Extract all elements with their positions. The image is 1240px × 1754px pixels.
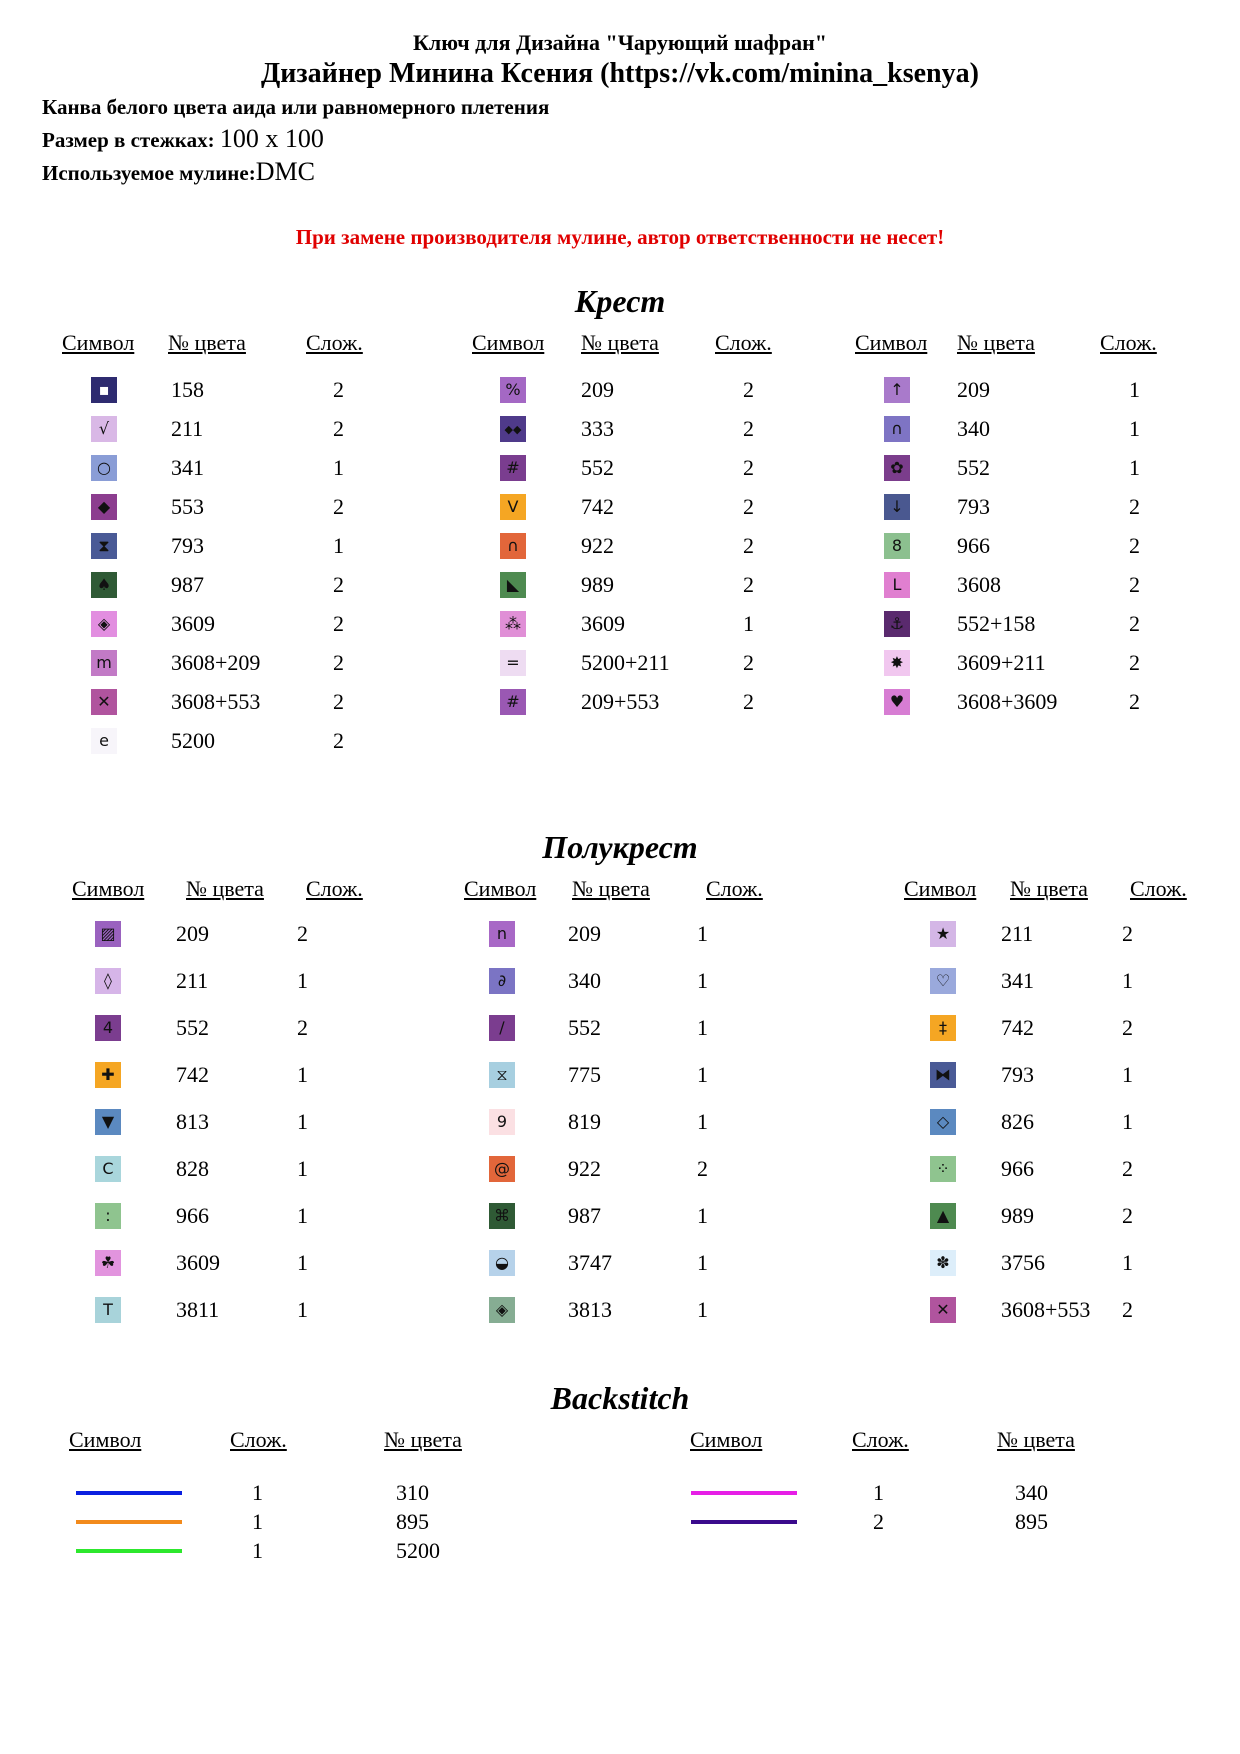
cross-color-number: 5200: [171, 728, 215, 753]
half-cross-strands: 2: [1122, 921, 1133, 946]
half-cross-strands: 1: [1122, 1250, 1133, 1275]
backstitch-header-color-number: № цвета: [997, 1427, 1075, 1452]
half-cross-color-number: 813: [176, 1109, 209, 1134]
backstitch-header-strands: Слож.: [230, 1427, 287, 1452]
thread-label: Используемое мулине:: [42, 161, 256, 185]
half-cross-strands: 1: [297, 1250, 308, 1275]
backstitch-strands: 1: [873, 1480, 884, 1505]
dagger-icon: ‡: [930, 1015, 956, 1041]
half-cross-color-number: 742: [176, 1062, 209, 1087]
figure-eight-icon: 8: [884, 533, 910, 559]
cross-color-number: 209: [581, 377, 614, 402]
half-cross-color-number: 209: [568, 921, 601, 946]
hash-grid-icon: #: [500, 689, 526, 715]
cross-color-number: 211: [171, 416, 204, 441]
backstitch-color-number: 310: [396, 1480, 429, 1505]
flower-icon: ✿: [884, 455, 910, 481]
half-cross-strands: 1: [697, 1203, 708, 1228]
half-cross-color-number: 922: [568, 1156, 601, 1181]
cross-strands: 2: [333, 728, 344, 753]
half-cross-header-symbol: Символ: [72, 876, 145, 901]
triangle-down-icon: ▼: [95, 1109, 121, 1135]
cross-strands: 2: [333, 572, 344, 597]
bowtie-icon: ⧓: [930, 1062, 956, 1088]
star-burst-icon: ✸: [884, 650, 910, 676]
half-cross-strands: 1: [1122, 1109, 1133, 1134]
half-cross-color-number: 3609: [176, 1250, 220, 1275]
cross-color-number: 3608+209: [171, 650, 261, 675]
letter-n-icon: n: [489, 921, 515, 947]
hook-arrow-icon: ∩: [500, 533, 526, 559]
half-cross-header-strands: Слож.: [706, 876, 763, 901]
letter-t-icon: T: [95, 1297, 121, 1323]
backstitch-line-swatch: [691, 1491, 797, 1495]
diamond-filled-icon: ◆: [91, 494, 117, 520]
designer-line: Дизайнер Минина Ксения (https://vk.com/minina_ksenya): [261, 58, 979, 89]
half-cross-color-number: 3747: [568, 1250, 612, 1275]
cross-color-number: 341: [171, 455, 204, 480]
circle-icon: ○: [91, 455, 117, 481]
half-cross-color-number: 552: [568, 1015, 601, 1040]
backstitch-color-number: 340: [1015, 1480, 1048, 1505]
cross-color-number: 553: [171, 494, 204, 519]
backstitch-header-symbol: Символ: [69, 1427, 142, 1452]
cross-strands: 2: [333, 650, 344, 675]
backstitch-color-number: 895: [396, 1509, 429, 1534]
half-cross-color-number: 3756: [1001, 1250, 1045, 1275]
colon-icon: :: [95, 1203, 121, 1229]
hourglass-icon: ⧗: [91, 533, 117, 559]
star-icon: ★: [930, 921, 956, 947]
cross-strands: 2: [743, 650, 754, 675]
half-cross-strands: 2: [297, 921, 308, 946]
half-cross-strands: 1: [1122, 1062, 1133, 1087]
half-cross-strands: 1: [297, 1297, 308, 1322]
cross-header-color-number: № цвета: [168, 330, 246, 355]
half-cross-color-number: 826: [1001, 1109, 1034, 1134]
cross-strands: 2: [743, 377, 754, 402]
half-cross-strands: 1: [297, 1203, 308, 1228]
backstitch-line-swatch: [76, 1549, 182, 1553]
backstitch-strands: 1: [252, 1480, 263, 1505]
digit-9-icon: 9: [489, 1109, 515, 1135]
half-cross-color-number: 966: [176, 1203, 209, 1228]
backstitch-section-title: Backstitch: [550, 1380, 690, 1416]
half-cross-color-number: 742: [1001, 1015, 1034, 1040]
backstitch-header-strands: Слож.: [852, 1427, 909, 1452]
half-cross-color-number: 552: [176, 1015, 209, 1040]
cross-header-color-number: № цвета: [581, 330, 659, 355]
canvas-line: Канва белого цвета аида или равномерного плетения: [42, 95, 550, 119]
letter-c-icon: C: [95, 1156, 121, 1182]
cross-strands: 2: [333, 611, 344, 636]
backstitch-color-number: 895: [1015, 1509, 1048, 1534]
half-cross-header-color-number: № цвета: [1010, 876, 1088, 901]
backstitch-header-color-number: № цвета: [384, 1427, 462, 1452]
cross-color-number: 209+553: [581, 689, 660, 714]
cross-x-icon: ✕: [91, 689, 117, 715]
half-cross-color-number: 793: [1001, 1062, 1034, 1087]
cross-section-title: Крест: [574, 283, 666, 319]
cross-color-number: 3609+211: [957, 650, 1046, 675]
half-cross-color-number: 819: [568, 1109, 601, 1134]
half-cross-color-number: 987: [568, 1203, 601, 1228]
cross-strands: 2: [743, 572, 754, 597]
cross-strands: 1: [1129, 377, 1140, 402]
hourglass-icon: ⧖: [489, 1062, 515, 1088]
fir-tree-icon: ⁂: [500, 611, 526, 637]
backstitch-header-symbol: Символ: [690, 1427, 763, 1452]
spiral-icon: @: [489, 1156, 515, 1182]
cross-strands: 2: [1129, 533, 1140, 558]
thread-value: DMC: [255, 157, 315, 186]
cross-strands: 2: [743, 689, 754, 714]
letter-m-icon: m: [91, 650, 117, 676]
half-cross-color-number: 989: [1001, 1203, 1034, 1228]
command-icon: ⌘: [489, 1203, 515, 1229]
diamond-dot-icon: ◈: [91, 611, 117, 637]
triple-triangle-icon: ☘: [95, 1250, 121, 1276]
cross-color-number: 742: [581, 494, 614, 519]
cross-strands: 1: [1129, 416, 1140, 441]
cross-strands: 2: [333, 416, 344, 441]
half-cross-color-number: 775: [568, 1062, 601, 1087]
half-cross-color-number: 828: [176, 1156, 209, 1181]
slash-icon: ∕: [489, 1015, 515, 1041]
half-cross-strands: 1: [297, 1156, 308, 1181]
cross-header-symbol: Символ: [62, 330, 135, 355]
half-cross-strands: 2: [1122, 1015, 1133, 1040]
heart-icon: ♥: [884, 689, 910, 715]
cross-color-number: 3609: [171, 611, 215, 636]
half-cross-header-symbol: Символ: [464, 876, 537, 901]
half-circle-icon: ◒: [489, 1250, 515, 1276]
half-cross-header-strands: Слож.: [1130, 876, 1187, 901]
diagonal-hatch-icon: ▨: [95, 921, 121, 947]
half-cross-strands: 2: [297, 1015, 308, 1040]
half-cross-strands: 1: [297, 1062, 308, 1087]
spiral-d-icon: ∂: [489, 968, 515, 994]
diamond-grid-icon: ◈: [489, 1297, 515, 1323]
backstitch-line-swatch: [76, 1520, 182, 1524]
backstitch-line-swatch: [76, 1491, 182, 1495]
cross-strands: 1: [333, 455, 344, 480]
half-cross-header-color-number: № цвета: [186, 876, 264, 901]
cross-strands: 2: [333, 689, 344, 714]
half-cross-strands: 2: [1122, 1297, 1133, 1322]
dots-cluster-icon: ⁘: [930, 1156, 956, 1182]
cross-color-number: 158: [171, 377, 204, 402]
cross-x-icon: ✕: [930, 1297, 956, 1323]
cross-strands: 2: [743, 533, 754, 558]
half-cross-color-number: 340: [568, 968, 601, 993]
half-cross-section-title: Полукрест: [542, 829, 698, 865]
cross-plus-icon: ✚: [95, 1062, 121, 1088]
half-cross-color-number: 3608+553: [1001, 1297, 1091, 1322]
diamond-outline-icon: ◇: [930, 1109, 956, 1135]
half-cross-color-number: 209: [176, 921, 209, 946]
anchor-icon: ⚓: [884, 611, 910, 637]
cross-color-number: 922: [581, 533, 614, 558]
backstitch-line-swatch: [691, 1520, 797, 1524]
cross-color-number: 5200+211: [581, 650, 670, 675]
cross-header-strands: Слож.: [306, 330, 363, 355]
cross-color-number: 340: [957, 416, 990, 441]
cross-strands: 2: [1129, 572, 1140, 597]
cross-color-number: 552+158: [957, 611, 1036, 636]
cross-strands: 1: [1129, 455, 1140, 480]
half-cross-strands: 1: [697, 1062, 708, 1087]
size-label: Размер в стежках:: [42, 128, 215, 152]
spade-icon: ♠: [91, 572, 117, 598]
cross-color-number: 793: [171, 533, 204, 558]
backstitch-strands: 2: [873, 1509, 884, 1534]
half-cross-strands: 1: [697, 921, 708, 946]
script-e-icon: e: [91, 728, 117, 754]
backstitch-strands: 1: [252, 1538, 263, 1563]
cross-header-color-number: № цвета: [957, 330, 1035, 355]
cross-color-number: 989: [581, 572, 614, 597]
cross-strands: 2: [333, 494, 344, 519]
cross-color-number: 3608+553: [171, 689, 261, 714]
cross-strands: 1: [333, 533, 344, 558]
triangle-outline-icon: ▲: [930, 1203, 956, 1229]
half-cross-strands: 2: [1122, 1156, 1133, 1181]
hash-icon: #: [500, 455, 526, 481]
half-cross-color-number: 211: [1001, 921, 1034, 946]
half-cross-strands: 1: [697, 1250, 708, 1275]
corner-L-icon: L: [884, 572, 910, 598]
backstitch-strands: 1: [252, 1509, 263, 1534]
cross-color-number: 3609: [581, 611, 625, 636]
half-cross-color-number: 211: [176, 968, 209, 993]
heart-outline-icon: ♡: [930, 968, 956, 994]
cross-strands: 2: [1129, 494, 1140, 519]
cross-strands: 1: [743, 611, 754, 636]
triangle-ruler-icon: ◣: [500, 572, 526, 598]
half-cross-strands: 1: [697, 968, 708, 993]
half-cross-color-number: 341: [1001, 968, 1034, 993]
half-cross-strands: 2: [1122, 1203, 1133, 1228]
half-cross-header-color-number: № цвета: [572, 876, 650, 901]
half-cross-header-symbol: Символ: [904, 876, 977, 901]
cross-color-number: 552: [581, 455, 614, 480]
percent-icon: %: [500, 377, 526, 403]
cross-color-number: 209: [957, 377, 990, 402]
cross-strands: 2: [333, 377, 344, 402]
square-quarter-icon: ▪: [91, 377, 117, 403]
cross-strands: 2: [743, 494, 754, 519]
equals-icon: =: [500, 650, 526, 676]
half-cross-strands: 1: [697, 1015, 708, 1040]
cross-color-number: 3608: [957, 572, 1001, 597]
arrow-down-icon: ↓: [884, 494, 910, 520]
half-cross-strands: 1: [1122, 968, 1133, 993]
arch-icon: ∩: [884, 416, 910, 442]
half-cross-color-number: 3811: [176, 1297, 220, 1322]
half-cross-strands: 1: [697, 1297, 708, 1322]
half-cross-strands: 1: [697, 1109, 708, 1134]
half-cross-color-number: 966: [1001, 1156, 1034, 1181]
thread-line: [42, 157, 315, 187]
size-line: [42, 124, 324, 154]
key-title: Ключ для Дизайна "Чарующий шафран": [412, 30, 827, 55]
cross-header-symbol: Символ: [855, 330, 928, 355]
cross-strands: 2: [743, 416, 754, 441]
half-cross-strands: 1: [297, 968, 308, 993]
letter-v-icon: V: [500, 494, 526, 520]
cross-color-number: 333: [581, 416, 614, 441]
cross-strands: 2: [1129, 689, 1140, 714]
cross-color-number: 966: [957, 533, 990, 558]
cross-color-number: 3608+3609: [957, 689, 1058, 714]
cross-header-strands: Слож.: [1100, 330, 1157, 355]
cross-strands: 2: [743, 455, 754, 480]
warning-text: При замене производителя мулине, автор ответственности не несет!: [295, 225, 945, 249]
cross-color-number: 552: [957, 455, 990, 480]
double-diamond-icon: ◆◆: [500, 416, 526, 442]
digit-4-icon: 4: [95, 1015, 121, 1041]
cross-color-number: 987: [171, 572, 204, 597]
half-cross-color-number: 3813: [568, 1297, 612, 1322]
cross-color-number: 793: [957, 494, 990, 519]
half-cross-strands: 2: [697, 1156, 708, 1181]
cross-header-strands: Слож.: [715, 330, 772, 355]
arrow-up-icon: ↑: [884, 377, 910, 403]
check-icon: √: [91, 416, 117, 442]
backstitch-color-number: 5200: [396, 1538, 440, 1563]
size-value: 100 x 100: [219, 124, 324, 153]
diamond-outline-dot-icon: ◊: [95, 968, 121, 994]
flower-outline-icon: ✽: [930, 1250, 956, 1276]
cross-strands: 2: [1129, 611, 1140, 636]
cross-header-symbol: Символ: [472, 330, 545, 355]
half-cross-header-strands: Слож.: [306, 876, 363, 901]
cross-strands: 2: [1129, 650, 1140, 675]
half-cross-strands: 1: [297, 1109, 308, 1134]
